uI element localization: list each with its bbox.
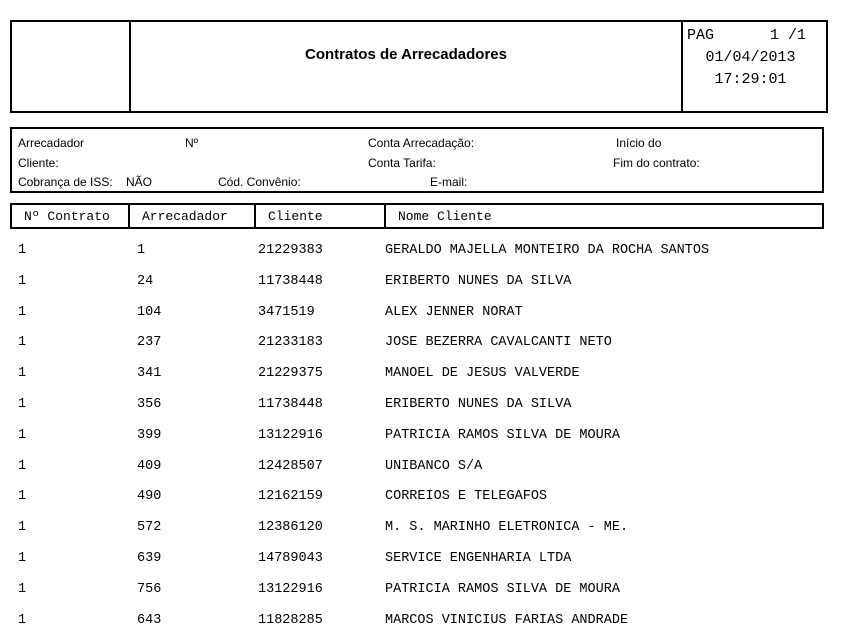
contract-number-cell: 1 bbox=[18, 273, 27, 289]
cliente-cell: 11828285 bbox=[258, 612, 323, 628]
contract-number-cell: 1 bbox=[18, 335, 27, 351]
column-header-nome-cliente: Nome Cliente bbox=[398, 209, 492, 224]
title-cell bbox=[131, 22, 681, 111]
report-time: 17:29:01 bbox=[714, 71, 787, 88]
page-info-cell bbox=[681, 22, 826, 111]
table-row bbox=[10, 329, 824, 360]
cliente-cell: 21229375 bbox=[258, 366, 323, 382]
arrecadador-cell: 409 bbox=[137, 458, 162, 474]
table-row bbox=[10, 607, 824, 637]
logo-placeholder bbox=[12, 22, 131, 111]
arrecadador-cell: 104 bbox=[137, 304, 162, 320]
cod-convenio-label: Cód. Convênio: bbox=[218, 175, 301, 189]
pag-label: PAG bbox=[687, 27, 715, 44]
table-row bbox=[10, 237, 824, 268]
table-row bbox=[10, 576, 824, 607]
table-row bbox=[10, 545, 824, 576]
report-header bbox=[10, 20, 828, 113]
conta-arrecadacao-label: Conta Arrecadação: bbox=[368, 136, 475, 150]
contract-number-cell: 1 bbox=[18, 612, 27, 628]
nome-cliente-cell: ALEX JENNER NORAT bbox=[385, 304, 523, 320]
table-header-row bbox=[10, 203, 824, 229]
arrecadador-cell: 490 bbox=[137, 489, 162, 505]
column-header-cliente: Cliente bbox=[256, 205, 386, 227]
table-row bbox=[10, 514, 824, 545]
arrecadador-cell: 341 bbox=[137, 366, 162, 382]
contract-number-cell: 1 bbox=[18, 489, 27, 505]
nome-cliente-cell: PATRICIA RAMOS SILVA DE MOURA bbox=[385, 581, 620, 597]
nome-cliente-cell: UNIBANCO S/A bbox=[385, 458, 483, 474]
arrecadador-cell: 756 bbox=[137, 581, 162, 597]
page-title: Contratos de Arrecadadores bbox=[304, 46, 507, 63]
nome-cliente-cell: M. S. MARINHO ELETRONICA - ME. bbox=[385, 520, 629, 536]
contract-number-cell: 1 bbox=[18, 458, 27, 474]
cliente-cell: 11738448 bbox=[258, 396, 323, 412]
nome-cliente-cell: MANOEL DE JESUS VALVERDE bbox=[385, 366, 580, 382]
report-date: 01/04/2013 bbox=[705, 49, 796, 66]
cliente-cell: 21229383 bbox=[258, 243, 323, 258]
conta-tarifa-label: Conta Tarifa: bbox=[368, 156, 436, 170]
nome-cliente-cell: ERIBERTO NUNES DA SILVA bbox=[385, 396, 572, 412]
numero-label: Nº bbox=[185, 136, 199, 150]
email-label: E-mail: bbox=[430, 175, 468, 189]
arrecadador-cell: 639 bbox=[137, 550, 162, 566]
cobranca-iss-value: NÃO bbox=[126, 175, 153, 189]
nome-cliente-cell: JOSE BEZERRA CAVALCANTI NETO bbox=[385, 335, 612, 351]
contract-number-cell: 1 bbox=[18, 243, 27, 258]
table-row bbox=[10, 422, 824, 453]
nome-cliente-cell: MARCOS VINICIUS FARIAS ANDRADE bbox=[385, 612, 629, 628]
cliente-cell: 21233183 bbox=[258, 335, 323, 351]
cliente-cell: 13122916 bbox=[258, 427, 323, 443]
page-number: 1 /1 bbox=[769, 27, 806, 44]
nome-cliente-cell: GERALDO MAJELLA MONTEIRO DA ROCHA SANTOS bbox=[385, 243, 710, 258]
table-row bbox=[10, 299, 824, 330]
contract-number-cell: 1 bbox=[18, 304, 27, 320]
cliente-cell: 12428507 bbox=[258, 458, 323, 474]
cliente-cell: 14789043 bbox=[258, 550, 323, 566]
fim-do-contrato-label: Fim do contrato: bbox=[613, 156, 700, 170]
arrecadador-label: Arrecadador bbox=[18, 136, 85, 150]
contract-number-cell: 1 bbox=[18, 581, 27, 597]
cobranca-iss-label: Cobrança de ISS: bbox=[18, 175, 113, 189]
filter-criteria-box bbox=[10, 127, 824, 193]
table-row bbox=[10, 453, 824, 484]
table-row bbox=[10, 268, 824, 299]
contract-number-cell: 1 bbox=[18, 427, 27, 443]
table-row bbox=[10, 391, 824, 422]
arrecadador-cell: 356 bbox=[137, 396, 162, 412]
arrecadador-cell: 572 bbox=[137, 520, 162, 536]
contract-number-cell: 1 bbox=[18, 550, 27, 566]
contract-number-cell: 1 bbox=[18, 520, 27, 536]
cliente-cell: 11738448 bbox=[258, 273, 323, 289]
column-header-arrecadador: Arrecadador bbox=[130, 205, 256, 227]
arrecadador-cell: 24 bbox=[137, 273, 154, 289]
table-row bbox=[10, 360, 824, 391]
arrecadador-cell: 237 bbox=[137, 335, 162, 351]
table-body bbox=[10, 237, 824, 637]
cliente-cell: 12386120 bbox=[258, 520, 323, 536]
arrecadador-cell: 399 bbox=[137, 427, 162, 443]
column-header-contrato: Nº Contrato bbox=[12, 205, 130, 227]
table-row bbox=[10, 483, 824, 514]
contract-number-cell: 1 bbox=[18, 396, 27, 412]
nome-cliente-cell: SERVICE ENGENHARIA LTDA bbox=[385, 550, 572, 566]
inicio-do-label: Início do bbox=[616, 136, 662, 150]
cliente-cell: 3471519 bbox=[258, 304, 315, 320]
nome-cliente-cell: ERIBERTO NUNES DA SILVA bbox=[385, 273, 572, 289]
cliente-label: Cliente: bbox=[18, 156, 59, 170]
nome-cliente-cell: PATRICIA RAMOS SILVA DE MOURA bbox=[385, 427, 620, 443]
contract-number-cell: 1 bbox=[18, 366, 27, 382]
cliente-cell: 12162159 bbox=[258, 489, 323, 505]
arrecadador-cell: 1 bbox=[137, 243, 146, 258]
cliente-cell: 13122916 bbox=[258, 581, 323, 597]
arrecadador-cell: 643 bbox=[137, 612, 162, 628]
nome-cliente-cell: CORREIOS E TELEGAFOS bbox=[385, 489, 548, 505]
